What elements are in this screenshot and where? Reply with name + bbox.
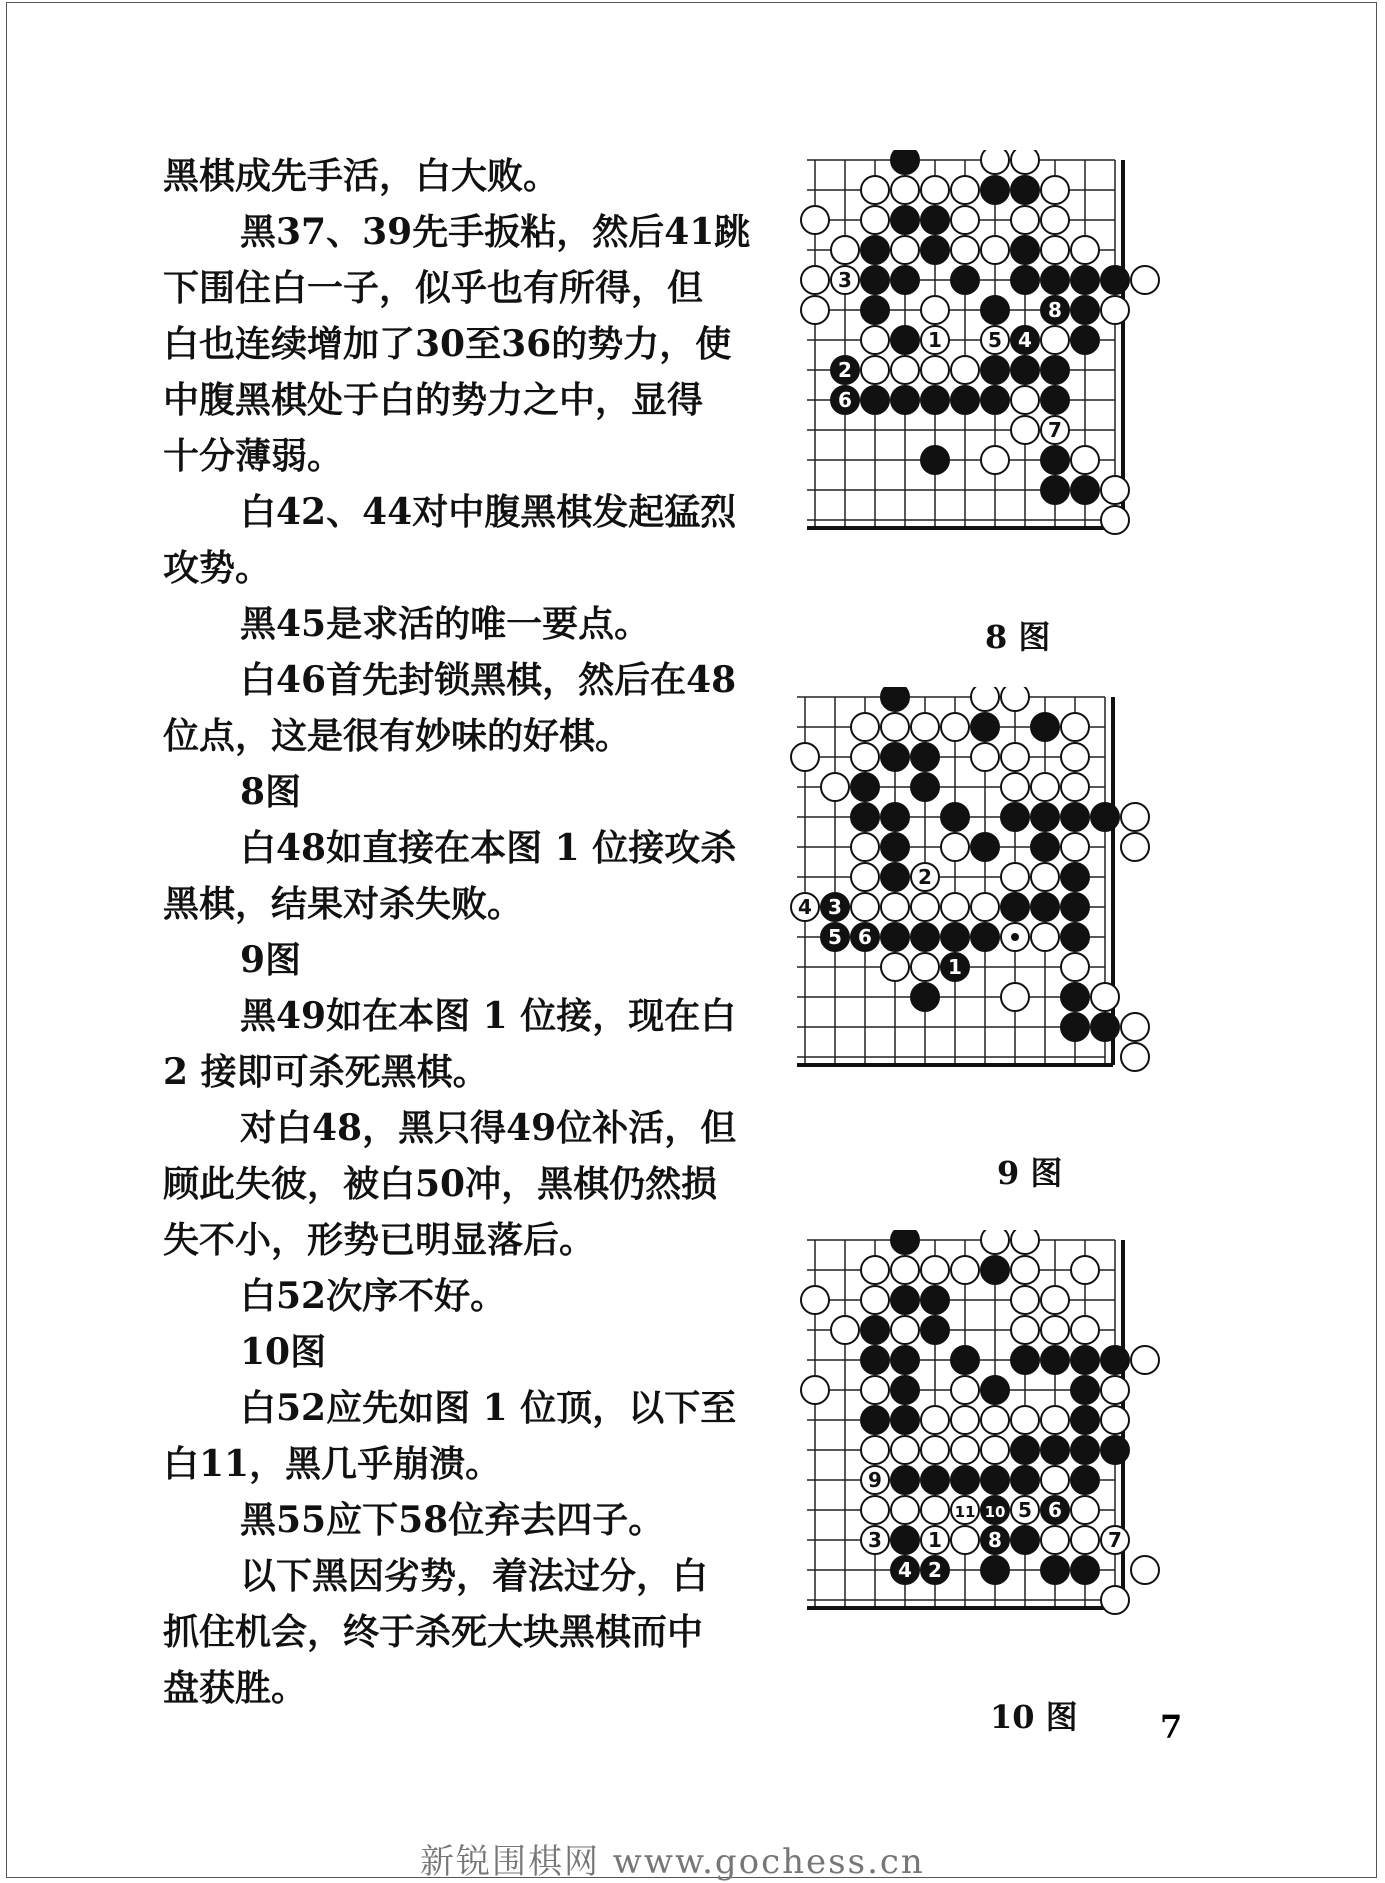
black-stone — [1011, 356, 1039, 384]
white-stone — [971, 687, 999, 711]
white-stone — [1001, 773, 1029, 801]
black-stone — [891, 1346, 919, 1374]
white-stone — [1031, 863, 1059, 891]
black-stone — [851, 803, 879, 831]
white-stone — [861, 1256, 889, 1284]
black-stone — [891, 326, 919, 354]
black-stone — [911, 743, 939, 771]
white-stone — [791, 743, 819, 771]
black-stone — [951, 1466, 979, 1494]
white-stone — [861, 1436, 889, 1464]
black-stone — [1071, 1556, 1099, 1584]
white-stone — [861, 206, 889, 234]
white-stone — [1061, 953, 1089, 981]
white-stone — [1041, 326, 1069, 354]
white-stone — [1071, 1496, 1099, 1524]
white-stone — [1061, 833, 1089, 861]
white-stone — [921, 1496, 949, 1524]
move-number: 2 — [918, 865, 932, 889]
white-stone — [951, 206, 979, 234]
black-stone — [891, 1376, 919, 1404]
black-stone — [1061, 803, 1089, 831]
black-stone — [981, 1376, 1009, 1404]
white-stone — [951, 176, 979, 204]
black-stone — [981, 386, 1009, 414]
white-stone — [801, 1376, 829, 1404]
white-stone — [971, 743, 999, 771]
black-stone — [1041, 266, 1069, 294]
white-stone — [1011, 206, 1039, 234]
text-line: 中腹黑棋处于白的势力之中，显得 — [163, 379, 704, 421]
white-stone — [1001, 687, 1029, 711]
text-line: 白42、44对中腹黑棋发起猛烈 — [240, 491, 737, 533]
black-stone — [881, 863, 909, 891]
black-stone — [1091, 1013, 1119, 1041]
white-stone — [1061, 713, 1089, 741]
black-stone — [911, 983, 939, 1011]
black-stone — [911, 773, 939, 801]
text-line: 顾此失彼，被白50冲，黑棋仍然损 — [163, 1163, 718, 1205]
black-stone — [891, 150, 919, 174]
white-stone — [801, 206, 829, 234]
white-stone — [1061, 743, 1089, 771]
text-line: 白11，黑几乎崩溃。 — [163, 1443, 502, 1485]
white-stone — [1041, 1286, 1069, 1314]
white-stone — [981, 236, 1009, 264]
black-stone — [1061, 983, 1089, 1011]
white-stone — [1001, 863, 1029, 891]
move-number: 8 — [988, 1528, 1002, 1552]
move-number: 1 — [928, 328, 942, 352]
black-stone — [1011, 1466, 1039, 1494]
commentary-text — [163, 148, 753, 1716]
white-stone — [951, 1526, 979, 1554]
black-stone — [891, 1286, 919, 1314]
white-stone — [1121, 803, 1149, 831]
white-stone — [891, 1436, 919, 1464]
text-line: 失不小，形势已明显落后。 — [163, 1219, 596, 1261]
black-stone — [921, 206, 949, 234]
white-stone — [1011, 1256, 1039, 1284]
black-stone — [971, 833, 999, 861]
black-stone — [921, 446, 949, 474]
black-stone — [891, 386, 919, 414]
text-line: 黑棋，结果对杀失败。 — [163, 883, 524, 925]
white-stone — [801, 266, 829, 294]
black-stone — [1101, 1346, 1129, 1374]
text-line: 抓住机会，终于杀死大块黑棋而中 — [163, 1611, 704, 1653]
white-stone — [981, 150, 1009, 174]
move-number: 3 — [828, 895, 842, 919]
white-stone — [971, 893, 999, 921]
white-stone — [891, 1496, 919, 1524]
black-stone — [1071, 1346, 1099, 1374]
white-stone — [921, 176, 949, 204]
white-stone — [981, 1406, 1009, 1434]
white-stone — [921, 296, 949, 324]
white-stone — [1041, 176, 1069, 204]
move-number: 1 — [928, 1528, 942, 1552]
white-stone — [831, 1316, 859, 1344]
white-stone — [891, 1316, 919, 1344]
white-stone — [1041, 206, 1069, 234]
black-stone — [1041, 386, 1069, 414]
black-stone — [1031, 713, 1059, 741]
black-stone — [1061, 1013, 1089, 1041]
move-number: 11 — [954, 1503, 976, 1521]
white-stone — [1131, 1556, 1159, 1584]
white-stone — [951, 1376, 979, 1404]
white-stone — [891, 356, 919, 384]
black-stone — [1031, 803, 1059, 831]
black-stone — [1071, 266, 1099, 294]
move-number: 6 — [858, 925, 872, 949]
black-stone — [891, 1230, 919, 1254]
white-stone — [1041, 1466, 1069, 1494]
white-stone — [1011, 386, 1039, 414]
black-stone — [981, 176, 1009, 204]
white-stone — [881, 953, 909, 981]
white-stone — [851, 863, 879, 891]
black-stone — [921, 1466, 949, 1494]
go-diagram-9 — [785, 687, 1215, 1147]
black-stone — [1071, 1376, 1099, 1404]
black-stone — [881, 923, 909, 951]
white-stone — [861, 356, 889, 384]
white-stone — [941, 833, 969, 861]
black-stone — [1041, 446, 1069, 474]
black-stone — [921, 1316, 949, 1344]
black-stone — [1041, 1346, 1069, 1374]
black-stone — [921, 236, 949, 264]
text-line: 对白48，黑只得49位补活，但 — [240, 1107, 737, 1149]
text-line: 位点，这是很有妙味的好棋。 — [163, 715, 632, 757]
text-line: 8图 — [240, 771, 302, 813]
move-number: 8 — [1048, 298, 1062, 322]
black-stone — [1011, 1346, 1039, 1374]
move-number: 5 — [988, 328, 1002, 352]
black-stone — [951, 266, 979, 294]
move-number: 6 — [1048, 1498, 1062, 1522]
move-number: 6 — [838, 388, 852, 412]
move-number: 9 — [868, 1468, 882, 1492]
black-stone — [1011, 1436, 1039, 1464]
text-line: 盘获胜。 — [163, 1667, 308, 1709]
move-number: 7 — [1048, 418, 1062, 442]
text-line: 白52次序不好。 — [240, 1275, 507, 1317]
black-stone — [1061, 893, 1089, 921]
white-stone — [941, 713, 969, 741]
white-stone — [1011, 1286, 1039, 1314]
text-line: 白52应先如图 1 位顶，以下至 — [240, 1387, 737, 1429]
white-stone — [921, 1256, 949, 1284]
black-stone — [891, 1466, 919, 1494]
white-stone — [911, 893, 939, 921]
move-number: 2 — [838, 358, 852, 382]
white-stone — [831, 236, 859, 264]
black-stone — [861, 236, 889, 264]
white-stone — [1071, 236, 1099, 264]
white-stone — [951, 1436, 979, 1464]
black-stone — [1101, 1436, 1129, 1464]
diagram-caption-10: 10 图 — [990, 1698, 1078, 1736]
black-stone — [881, 833, 909, 861]
white-stone — [951, 1406, 979, 1434]
black-stone — [891, 206, 919, 234]
move-number: 3 — [838, 268, 852, 292]
black-stone — [861, 1406, 889, 1434]
white-stone — [1011, 1406, 1039, 1434]
diagram-caption-9: 9 图 — [997, 1154, 1063, 1192]
move-number: 2 — [928, 1558, 942, 1582]
text-line: 黑45是求活的唯一要点。 — [240, 603, 651, 645]
white-stone — [1091, 983, 1119, 1011]
marked-point — [1011, 933, 1019, 941]
black-stone — [1061, 863, 1089, 891]
black-stone — [1031, 833, 1059, 861]
text-line: 十分薄弱。 — [163, 435, 344, 477]
text-line: 黑55应下58位弃去四子。 — [240, 1499, 665, 1541]
text-line: 黑棋成先手活，白大败。 — [163, 155, 560, 197]
move-number: 5 — [1018, 1498, 1032, 1522]
black-stone — [1071, 1436, 1099, 1464]
white-stone — [951, 356, 979, 384]
white-stone — [1041, 1526, 1069, 1554]
white-stone — [881, 893, 909, 921]
white-stone — [981, 446, 1009, 474]
white-stone — [921, 1436, 949, 1464]
white-stone — [1131, 266, 1159, 294]
black-stone — [861, 296, 889, 324]
black-stone — [1011, 1526, 1039, 1554]
white-stone — [1101, 1406, 1129, 1434]
go-diagram-8 — [795, 150, 1225, 610]
white-stone — [861, 1496, 889, 1524]
black-stone — [971, 923, 999, 951]
white-stone — [1121, 1013, 1149, 1041]
white-stone — [1031, 773, 1059, 801]
white-stone — [851, 893, 879, 921]
black-stone — [881, 743, 909, 771]
white-stone — [861, 1286, 889, 1314]
text-line: 白48如直接在本图 1 位接攻杀 — [240, 827, 737, 869]
move-number: 4 — [798, 895, 812, 919]
white-stone — [821, 773, 849, 801]
text-line: 以下黑因劣势，着法过分，白 — [240, 1555, 709, 1597]
text-line: 攻势。 — [163, 547, 272, 589]
move-number: 1 — [948, 955, 962, 979]
white-stone — [981, 1436, 1009, 1464]
black-stone — [1041, 1436, 1069, 1464]
white-stone — [1071, 1316, 1099, 1344]
black-stone — [971, 713, 999, 741]
white-stone — [1041, 1316, 1069, 1344]
black-stone — [1071, 326, 1099, 354]
page-number: 7 — [1160, 1708, 1183, 1746]
black-stone — [911, 923, 939, 951]
move-number: 4 — [1018, 328, 1032, 352]
white-stone — [1101, 1586, 1129, 1614]
white-stone — [891, 1256, 919, 1284]
move-number: 3 — [868, 1528, 882, 1552]
white-stone — [1011, 150, 1039, 174]
text-line: 下围住白一子，似乎也有所得，但 — [163, 267, 704, 309]
black-stone — [951, 1346, 979, 1374]
black-stone — [1071, 1406, 1099, 1434]
black-stone — [941, 803, 969, 831]
move-number: 7 — [1108, 1528, 1122, 1552]
black-stone — [921, 386, 949, 414]
black-stone — [1091, 803, 1119, 831]
black-stone — [861, 386, 889, 414]
text-line: 白也连续增加了30至36的势力，使 — [163, 323, 732, 365]
white-stone — [1011, 416, 1039, 444]
black-stone — [941, 923, 969, 951]
white-stone — [851, 833, 879, 861]
white-stone — [941, 893, 969, 921]
white-stone — [951, 236, 979, 264]
white-stone — [1001, 983, 1029, 1011]
text-line: 白46首先封锁黑棋，然后在48 — [240, 659, 737, 701]
white-stone — [911, 953, 939, 981]
text-line: 黑49如在本图 1 位接，现在白 — [240, 995, 737, 1037]
site-watermark: 新锐围棋网 www.gochess.cn — [420, 1842, 925, 1882]
white-stone — [1031, 923, 1059, 951]
white-stone — [911, 713, 939, 741]
black-stone — [1011, 176, 1039, 204]
black-stone — [1001, 803, 1029, 831]
white-stone — [1131, 1346, 1159, 1374]
text-line: 10图 — [240, 1331, 327, 1373]
black-stone — [1041, 1556, 1069, 1584]
white-stone — [851, 743, 879, 771]
white-stone — [1061, 773, 1089, 801]
black-stone — [881, 803, 909, 831]
white-stone — [1011, 1316, 1039, 1344]
black-stone — [1041, 476, 1069, 504]
white-stone — [851, 713, 879, 741]
text-line: 2 接即可杀死黑棋。 — [163, 1051, 489, 1093]
black-stone — [1061, 923, 1089, 951]
black-stone — [981, 296, 1009, 324]
move-number: 4 — [898, 1558, 912, 1582]
white-stone — [1101, 296, 1129, 324]
black-stone — [981, 356, 1009, 384]
black-stone — [1031, 893, 1059, 921]
white-stone — [1011, 1230, 1039, 1254]
black-stone — [851, 773, 879, 801]
black-stone — [881, 687, 909, 711]
white-stone — [981, 1230, 1009, 1254]
black-stone — [1101, 266, 1129, 294]
black-stone — [981, 1556, 1009, 1584]
diagram-caption-8: 8 图 — [985, 618, 1051, 656]
go-diagram-10 — [795, 1230, 1225, 1690]
black-stone — [1071, 296, 1099, 324]
black-stone — [891, 1406, 919, 1434]
white-stone — [1101, 1376, 1129, 1404]
black-stone — [981, 1256, 1009, 1284]
black-stone — [1041, 356, 1069, 384]
black-stone — [1001, 893, 1029, 921]
white-stone — [921, 356, 949, 384]
black-stone — [1011, 266, 1039, 294]
black-stone — [891, 266, 919, 294]
white-stone — [921, 1406, 949, 1434]
white-stone — [1101, 476, 1129, 504]
white-stone — [861, 176, 889, 204]
white-stone — [1101, 506, 1129, 534]
black-stone — [861, 266, 889, 294]
white-stone — [801, 296, 829, 324]
black-stone — [861, 1316, 889, 1344]
move-number: 10 — [984, 1503, 1006, 1521]
black-stone — [921, 1286, 949, 1314]
white-stone — [1071, 1526, 1099, 1554]
white-stone — [1001, 743, 1029, 771]
white-stone — [1071, 446, 1099, 474]
white-stone — [881, 713, 909, 741]
white-stone — [951, 1256, 979, 1284]
white-stone — [1041, 236, 1069, 264]
white-stone — [801, 1286, 829, 1314]
black-stone — [1011, 236, 1039, 264]
white-stone — [891, 176, 919, 204]
white-stone — [861, 326, 889, 354]
white-stone — [1121, 1043, 1149, 1071]
black-stone — [891, 1526, 919, 1554]
white-stone — [1121, 833, 1149, 861]
black-stone — [1071, 476, 1099, 504]
black-stone — [951, 386, 979, 414]
white-stone — [861, 1376, 889, 1404]
black-stone — [981, 1466, 1009, 1494]
white-stone — [1041, 1406, 1069, 1434]
black-stone — [861, 1346, 889, 1374]
white-stone — [1071, 1256, 1099, 1284]
black-stone — [1071, 1466, 1099, 1494]
white-stone — [891, 236, 919, 264]
move-number: 5 — [828, 925, 842, 949]
text-line: 黑37、39先手扳粘，然后41跳 — [240, 211, 751, 253]
text-line: 9图 — [240, 939, 302, 981]
